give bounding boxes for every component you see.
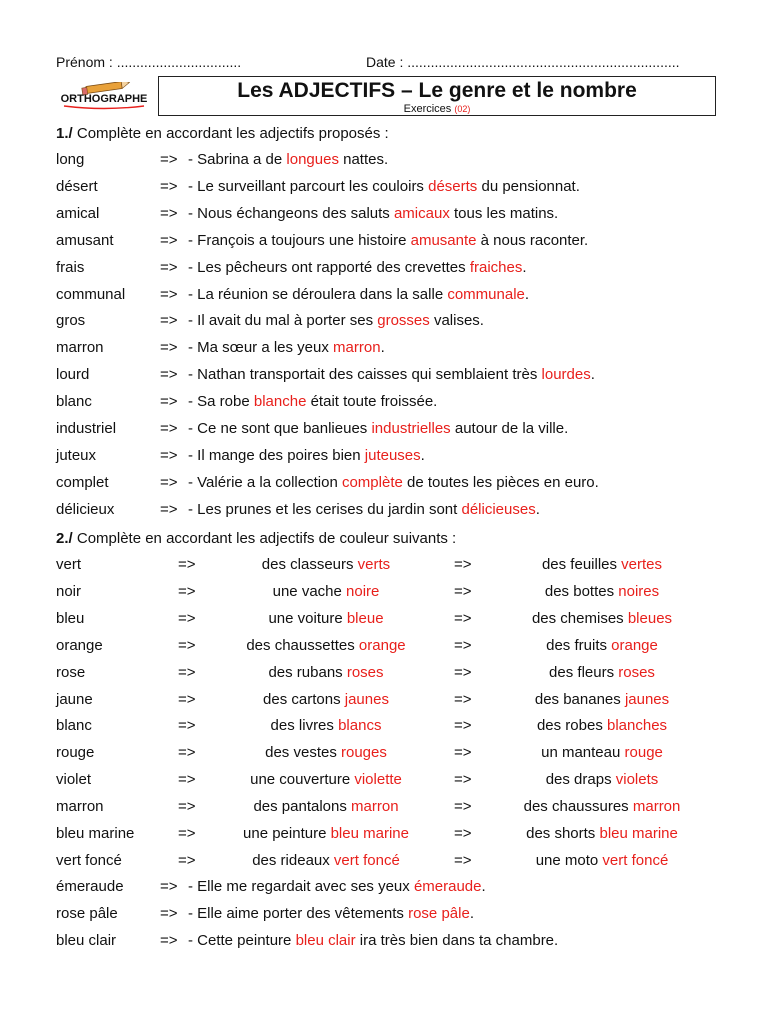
answer-text: lourdes bbox=[541, 366, 591, 384]
phrase-left bbox=[226, 743, 426, 763]
arrow: => bbox=[160, 312, 178, 330]
section2-heading bbox=[56, 529, 456, 549]
phrase-noun: des rideaux bbox=[252, 851, 334, 869]
sentence bbox=[188, 204, 558, 224]
header-line bbox=[56, 52, 720, 72]
adjective-word: rose pâle bbox=[56, 905, 118, 922]
arrow: => bbox=[178, 771, 196, 789]
sentence bbox=[188, 285, 529, 305]
answer-text: blancs bbox=[338, 717, 382, 735]
phrase-noun: des fruits bbox=[546, 636, 612, 654]
color-row bbox=[56, 716, 736, 736]
sentence bbox=[188, 500, 540, 520]
exercise-row bbox=[56, 150, 736, 170]
answer-text: bleu marine bbox=[330, 825, 409, 842]
sentence bbox=[188, 419, 568, 439]
answer-text: bleu clair bbox=[295, 932, 356, 949]
adjective-word: émeraude bbox=[56, 878, 124, 895]
arrow: => bbox=[178, 609, 196, 627]
color-row bbox=[56, 770, 736, 790]
adjective-word: délicieux bbox=[56, 500, 115, 518]
prenom-field: Prénom : ................................ bbox=[56, 54, 242, 70]
page-title: Les ADJECTIFS – Le genre et le nombre bbox=[237, 79, 637, 102]
logo-text: ORTHOGRAPHE bbox=[60, 93, 148, 105]
exercise-row bbox=[56, 877, 736, 897]
phrase-noun: une peinture bbox=[243, 825, 331, 842]
phrase-noun: des robes bbox=[536, 717, 607, 735]
phrase-noun: une vache bbox=[272, 582, 347, 600]
sentence-after: de toutes les pièces en euro. bbox=[402, 473, 599, 491]
sentence bbox=[188, 338, 385, 358]
sentence-before: - Nathan transportait des caisses qui semblaient très bbox=[188, 366, 542, 384]
exercise-row bbox=[56, 931, 736, 951]
arrow: => bbox=[160, 473, 178, 491]
exercise-row bbox=[56, 177, 736, 197]
arrow: => bbox=[160, 446, 178, 464]
arrow: => bbox=[178, 717, 196, 735]
arrow: => bbox=[160, 258, 178, 276]
phrase-left bbox=[226, 851, 426, 871]
answer-text: orange bbox=[611, 636, 658, 654]
color-word: bleu bbox=[56, 609, 85, 627]
sentence-after: . bbox=[535, 500, 540, 518]
phrase-noun: des fleurs bbox=[549, 663, 619, 681]
sentence-after: . bbox=[469, 905, 474, 922]
phrase-left bbox=[226, 663, 426, 683]
arrow: => bbox=[454, 609, 472, 627]
answer-text: amicaux bbox=[393, 204, 450, 222]
sentence-before: - Valérie a la collection bbox=[188, 473, 342, 491]
sentence-after: nattes. bbox=[338, 151, 389, 168]
answer-text: rouge bbox=[624, 744, 663, 762]
phrase-right bbox=[502, 851, 702, 871]
adjective-word: désert bbox=[56, 177, 98, 195]
exercise-row bbox=[56, 285, 736, 305]
adjective-word: gros bbox=[56, 312, 86, 330]
sentence-after: . bbox=[522, 258, 527, 276]
answer-text: amusante bbox=[410, 231, 477, 249]
exercise-row bbox=[56, 904, 736, 924]
phrase-left bbox=[226, 636, 426, 656]
sentence-after: tous les matins. bbox=[449, 204, 559, 222]
exercise-row bbox=[56, 231, 736, 251]
answer-text: violette bbox=[354, 771, 402, 789]
exercise-row bbox=[56, 204, 736, 224]
sentence bbox=[188, 258, 527, 278]
answer-text: blanches bbox=[607, 717, 668, 735]
sentence-before: - Les pêcheurs ont rapporté des crevettes bbox=[188, 258, 470, 276]
answer-text: roses bbox=[346, 663, 384, 681]
answer-text: bleue bbox=[346, 609, 384, 627]
color-word: rose bbox=[56, 663, 86, 681]
exercise-row bbox=[56, 473, 736, 493]
answer-text: longues bbox=[286, 151, 339, 168]
sentence bbox=[188, 150, 388, 170]
arrow: => bbox=[454, 717, 472, 735]
arrow: => bbox=[454, 825, 472, 842]
answer-text: marron bbox=[351, 798, 399, 816]
sentence-before: - Sabrina a de bbox=[188, 151, 287, 168]
arrow: => bbox=[454, 690, 472, 708]
phrase-left bbox=[226, 690, 426, 710]
arrow: => bbox=[454, 744, 472, 762]
adjective-word: lourd bbox=[56, 366, 90, 384]
phrase-left bbox=[226, 555, 426, 575]
sentence bbox=[188, 311, 484, 331]
sentence-before: - Cette peinture bbox=[188, 932, 296, 949]
sentence-before: - La réunion se déroulera dans la salle bbox=[188, 285, 448, 303]
arrow: => bbox=[160, 932, 178, 949]
color-row bbox=[56, 851, 736, 871]
phrase-noun: des pantalons bbox=[253, 798, 352, 816]
phrase-right bbox=[502, 770, 702, 790]
sentence-before: - Ce ne sont que banlieues bbox=[188, 420, 372, 437]
arrow: => bbox=[178, 825, 196, 842]
answer-text: complète bbox=[341, 473, 403, 491]
arrow: => bbox=[160, 905, 178, 922]
color-row bbox=[56, 743, 736, 763]
phrase-left bbox=[226, 716, 426, 736]
exercise-row bbox=[56, 392, 736, 412]
exercise-row bbox=[56, 311, 736, 331]
phrase-noun: des livres bbox=[270, 717, 339, 735]
sentence-after: . bbox=[524, 285, 530, 303]
arrow: => bbox=[454, 556, 472, 573]
arrow: => bbox=[178, 851, 196, 869]
arrow: => bbox=[160, 339, 178, 357]
sentence bbox=[188, 877, 486, 897]
adjective-word: blanc bbox=[56, 393, 92, 411]
sentence bbox=[188, 365, 595, 385]
adjective-word: bleu clair bbox=[56, 932, 117, 949]
sentence-before: - Il avait du mal à porter ses bbox=[188, 312, 378, 330]
color-word: bleu marine bbox=[56, 825, 135, 842]
sentence-after: ira très bien dans ta chambre. bbox=[355, 932, 559, 949]
section2-number: 2./ bbox=[56, 530, 73, 547]
phrase-right bbox=[502, 582, 702, 602]
exercise-row bbox=[56, 419, 736, 439]
answer-text: marron bbox=[632, 798, 681, 816]
arrow: => bbox=[160, 500, 178, 518]
answer-text: rouges bbox=[341, 744, 387, 762]
answer-text: roses bbox=[618, 663, 655, 681]
sentence-before: - Nous échangeons des saluts bbox=[188, 204, 394, 222]
adjective-word: juteux bbox=[56, 446, 97, 464]
color-word: noir bbox=[56, 582, 82, 600]
phrase-left bbox=[226, 582, 426, 602]
sentence bbox=[188, 904, 474, 924]
phrase-left bbox=[226, 797, 426, 817]
sentence-before: - Sa robe bbox=[188, 393, 254, 411]
phrase-noun: des vestes bbox=[265, 744, 341, 762]
answer-text: vert foncé bbox=[333, 851, 400, 869]
phrase-noun: des bananes bbox=[534, 690, 625, 708]
page-subtitle bbox=[159, 103, 715, 115]
phrase-noun: des bottes bbox=[544, 582, 619, 600]
exercise-row bbox=[56, 446, 736, 466]
sentence-before: - François a toujours une histoire bbox=[188, 231, 411, 249]
sentence-after: . bbox=[590, 366, 595, 384]
phrase-right bbox=[502, 609, 702, 629]
exercise-row bbox=[56, 258, 736, 278]
adjective-word: marron bbox=[56, 339, 104, 357]
title-box bbox=[158, 76, 716, 116]
answer-text: noire bbox=[346, 582, 380, 600]
arrow: => bbox=[160, 151, 178, 168]
color-word: vert foncé bbox=[56, 851, 122, 869]
arrow: => bbox=[454, 798, 472, 816]
answer-text: rose pâle bbox=[408, 905, 470, 922]
arrow: => bbox=[160, 177, 178, 195]
sentence bbox=[188, 446, 425, 466]
answer-text: déserts bbox=[428, 177, 478, 195]
sentence-before: - Le surveillant parcourt les couloirs bbox=[188, 177, 429, 195]
arrow: => bbox=[178, 582, 196, 600]
color-row bbox=[56, 690, 736, 710]
phrase-left bbox=[226, 609, 426, 629]
answer-text: vertes bbox=[621, 556, 663, 573]
color-row bbox=[56, 582, 736, 602]
arrow: => bbox=[178, 690, 196, 708]
phrase-noun: une voiture bbox=[268, 609, 347, 627]
color-row bbox=[56, 797, 736, 817]
sentence bbox=[188, 177, 580, 197]
arrow: => bbox=[160, 366, 178, 384]
phrase-noun: un manteau bbox=[541, 744, 625, 762]
section2-instruction: Complète en accordant les adjectifs de couleur suivants : bbox=[72, 530, 457, 547]
phrase-left bbox=[226, 824, 426, 844]
sentence-after: du pensionnat. bbox=[477, 177, 580, 195]
phrase-noun: des draps bbox=[545, 771, 616, 789]
arrow: => bbox=[160, 285, 178, 303]
answer-text: marron bbox=[333, 339, 381, 357]
answer-text: violets bbox=[615, 771, 659, 789]
phrase-right bbox=[502, 663, 702, 683]
exercise-row bbox=[56, 500, 736, 520]
sentence bbox=[188, 231, 588, 251]
answer-text: jaunes bbox=[344, 690, 389, 708]
orthographe-logo bbox=[56, 82, 152, 112]
color-row bbox=[56, 663, 736, 683]
arrow: => bbox=[454, 582, 472, 600]
arrow: => bbox=[454, 851, 472, 869]
section1-number: 1./ bbox=[56, 125, 73, 142]
sentence-after: était toute froissée. bbox=[306, 393, 438, 411]
exercise-row bbox=[56, 365, 736, 385]
arrow: => bbox=[178, 744, 196, 762]
sentence-after: . bbox=[481, 878, 486, 895]
phrase-right bbox=[502, 716, 702, 736]
phrase-right bbox=[502, 743, 702, 763]
sentence-before: - Elle me regardait avec ses yeux bbox=[188, 878, 414, 895]
adjective-word: communal bbox=[56, 285, 126, 303]
arrow: => bbox=[178, 556, 196, 573]
phrase-right bbox=[502, 797, 702, 817]
answer-text: bleues bbox=[627, 609, 673, 627]
answer-text: juteuses bbox=[364, 446, 421, 464]
color-word: jaune bbox=[56, 690, 93, 708]
adjective-word: frais bbox=[56, 258, 85, 276]
phrase-noun: des chaussures bbox=[523, 798, 633, 816]
arrow: => bbox=[160, 204, 178, 222]
phrase-noun: des chemises bbox=[531, 609, 628, 627]
phrase-right bbox=[502, 690, 702, 710]
answer-text: blanche bbox=[253, 393, 307, 411]
section1-instruction: Complète en accordant les adjectifs proposés : bbox=[72, 125, 389, 142]
color-word: marron bbox=[56, 798, 104, 816]
sentence bbox=[188, 392, 437, 412]
adjective-word: amusant bbox=[56, 231, 114, 249]
phrase-right bbox=[502, 555, 702, 575]
phrase-noun: des classeurs bbox=[261, 556, 358, 573]
arrow: => bbox=[454, 771, 472, 789]
sentence-after: valises. bbox=[429, 312, 484, 330]
color-row bbox=[56, 824, 736, 844]
phrase-right bbox=[502, 824, 702, 844]
adjective-word: long bbox=[56, 151, 85, 168]
sentence-after: autour de la ville. bbox=[450, 420, 569, 437]
sentence-after: . bbox=[420, 446, 425, 464]
arrow: => bbox=[454, 636, 472, 654]
answer-text: jaunes bbox=[624, 690, 670, 708]
arrow: => bbox=[160, 231, 178, 249]
exercise-code: (02) bbox=[454, 104, 471, 114]
color-row bbox=[56, 609, 736, 629]
phrase-noun: des shorts bbox=[526, 825, 600, 842]
phrase-noun: des cartons bbox=[263, 690, 345, 708]
arrow: => bbox=[178, 798, 196, 816]
phrase-noun: des rubans bbox=[268, 663, 347, 681]
answer-text: verts bbox=[357, 556, 391, 573]
phrase-right bbox=[502, 636, 702, 656]
sentence-before: - Il mange des poires bien bbox=[188, 446, 365, 464]
sentence-before: - Les prunes et les cerises du jardin sont bbox=[188, 500, 462, 518]
arrow: => bbox=[160, 420, 178, 437]
phrase-noun: des chaussettes bbox=[246, 636, 359, 654]
answer-text: orange bbox=[358, 636, 406, 654]
answer-text: émeraude bbox=[413, 878, 482, 895]
arrow: => bbox=[160, 878, 178, 895]
sentence bbox=[188, 473, 599, 493]
exercise-row bbox=[56, 338, 736, 358]
sentence-before: - Elle aime porter des vêtements bbox=[188, 905, 409, 922]
answer-text: noires bbox=[618, 582, 660, 600]
color-word: orange bbox=[56, 636, 103, 654]
color-word: vert bbox=[56, 556, 82, 573]
phrase-noun: une couverture bbox=[250, 771, 355, 789]
answer-text: industrielles bbox=[371, 420, 451, 437]
arrow: => bbox=[178, 663, 196, 681]
adjective-word: industriel bbox=[56, 420, 117, 437]
arrow: => bbox=[160, 393, 178, 411]
date-field: Date : ...................................................................... bbox=[366, 54, 680, 70]
answer-text: fraiches bbox=[469, 258, 523, 276]
arrow: => bbox=[454, 663, 472, 681]
phrase-noun: des feuilles bbox=[541, 556, 622, 573]
color-word: rouge bbox=[56, 744, 95, 762]
answer-text: grosses bbox=[377, 312, 430, 330]
color-word: blanc bbox=[56, 717, 92, 735]
color-word: violet bbox=[56, 771, 92, 789]
color-row bbox=[56, 636, 736, 656]
adjective-word: amical bbox=[56, 204, 100, 222]
phrase-left bbox=[226, 770, 426, 790]
arrow: => bbox=[178, 636, 196, 654]
answer-text: bleu marine bbox=[599, 825, 678, 842]
sentence-after: à nous raconter. bbox=[476, 231, 589, 249]
subtitle-text: Exercices bbox=[403, 103, 455, 115]
adjective-word: complet bbox=[56, 473, 109, 491]
section1-heading bbox=[56, 124, 389, 144]
answer-text: vert foncé bbox=[602, 851, 669, 869]
sentence bbox=[188, 931, 558, 951]
sentence-before: - Ma sœur a les yeux bbox=[188, 339, 334, 357]
phrase-noun: une moto bbox=[535, 851, 603, 869]
sentence-after: . bbox=[380, 339, 385, 357]
color-row bbox=[56, 555, 736, 575]
answer-text: délicieuses bbox=[461, 500, 536, 518]
answer-text: communale bbox=[447, 285, 525, 303]
